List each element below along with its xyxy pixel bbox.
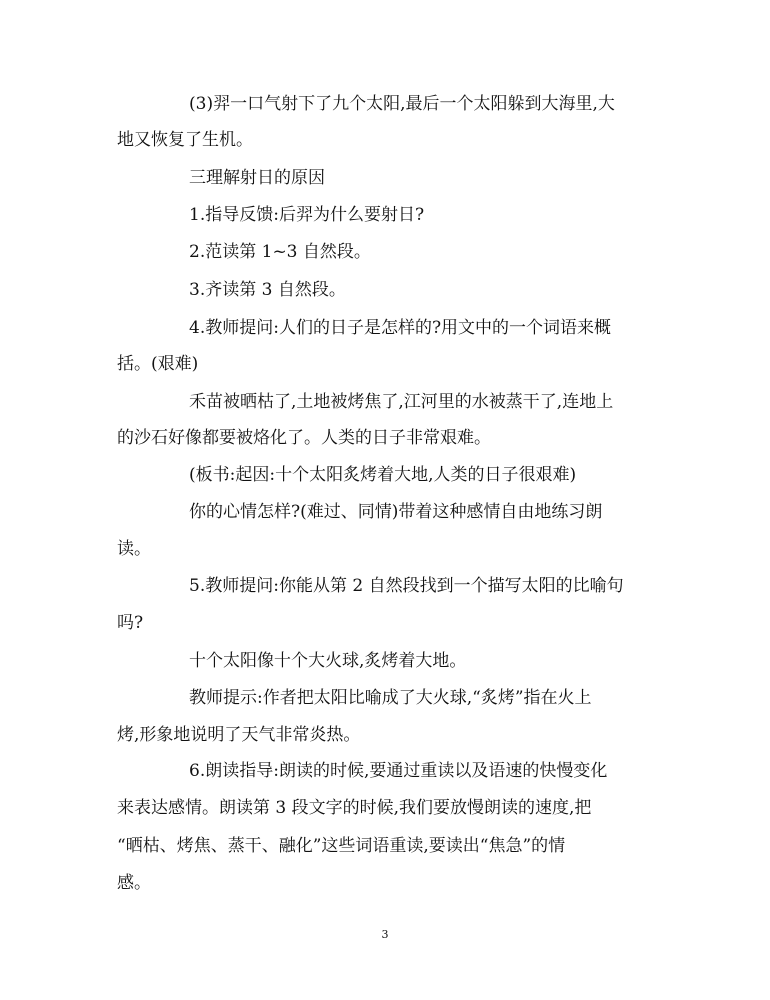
text-line: 来表达感情。朗读第 3 段文字的时候,我们要放慢朗读的速度,把	[117, 798, 592, 818]
text-line: 1.指导反馈:后羿为什么要射日?	[189, 205, 425, 225]
text-line: 感。	[117, 873, 151, 893]
text-line: 你的心情怎样?(难过、同情)带着这种感情自由地练习朗	[189, 502, 603, 522]
text-line: 地又恢复了生机。	[117, 130, 253, 150]
text-line: 3.齐读第 3 自然段。	[189, 280, 346, 300]
text-line: 吗?	[117, 613, 144, 633]
text-line: 教师提示:作者把太阳比喻成了大火球,“炙烤”指在火上	[189, 688, 592, 708]
text-line: 5.教师提问:你能从第 2 自然段找到一个描写太阳的比喻句	[189, 576, 624, 596]
text-line: 的沙石好像都要被烙化了。人类的日子非常艰难。	[117, 428, 491, 448]
text-line: 2.范读第 1~3 自然段。	[189, 242, 371, 262]
text-line: 6.朗读指导:朗读的时候,要通过重读以及语速的快慢变化	[189, 761, 608, 781]
page-number: 3	[381, 928, 389, 941]
text-line: (板书:起因:十个太阳炙烤着大地,人类的日子很艰难)	[189, 465, 577, 485]
text-line: 烤,形象地说明了天气非常炎热。	[117, 725, 361, 745]
text-line: 读。	[117, 539, 151, 559]
text-line: (3)羿一口气射下了九个太阳,最后一个太阳躲到大海里,大	[189, 94, 615, 114]
text-line: 括。(艰难)	[117, 354, 199, 374]
section-heading: 三理解射日的原因	[189, 168, 325, 188]
text-line: 禾苗被晒枯了,土地被烤焦了,江河里的水被蒸干了,连地上	[189, 392, 614, 412]
text-line: 4.教师提问:人们的日子是怎样的?用文中的一个词语来概	[189, 318, 612, 338]
text-line: “晒枯、烤焦、蒸干、融化”这些词语重读,要读出“焦急”的情	[117, 836, 566, 856]
text-line: 十个太阳像十个大火球,炙烤着大地。	[189, 651, 467, 671]
